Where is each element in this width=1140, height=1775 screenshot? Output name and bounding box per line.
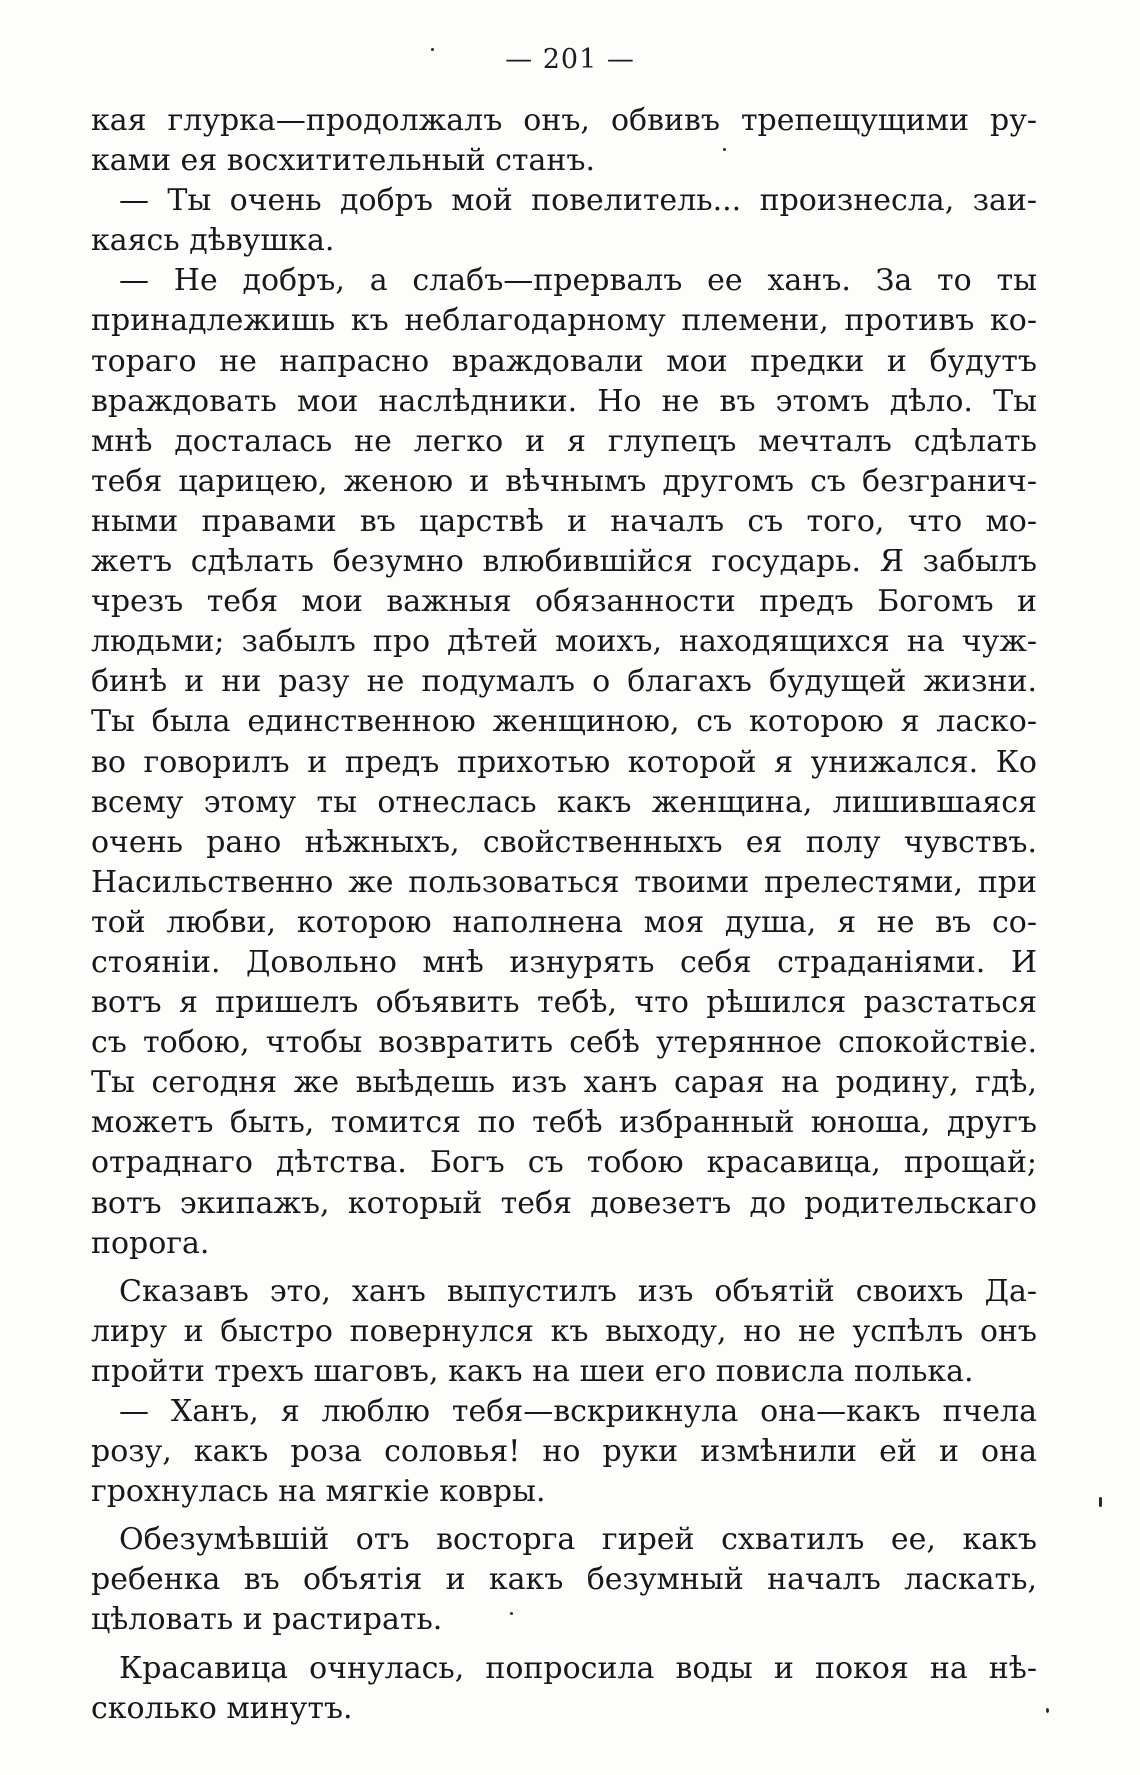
text-line: съ тобою, чтобы возвратить себѣ утерянное спокойствіе. <box>91 1025 1037 1061</box>
text-line: лиру и быстро повернулся къ выходу, но не успѣлъ онъ <box>91 1313 1037 1349</box>
text-line: — Не добръ, а слабъ—прервалъ ее ханъ. За то ты <box>119 263 1037 299</box>
text-line: — Ханъ, я люблю тебя—вскрикнула она—какъ пчела <box>119 1394 1037 1429</box>
text-line: той любви, которою наполнена моя душа, я не въ со- <box>91 904 1037 940</box>
print-speck <box>1046 1708 1049 1713</box>
text-line: Красавица очнулась, попросила воды и покоя на нѣ- <box>119 1650 1037 1686</box>
text-line: розу, какъ роза соловья! но руки измѣнили ей и она <box>91 1434 1037 1470</box>
text-line: вотъ экипажъ, который тебя довезетъ до родительскаго <box>91 1185 1037 1221</box>
text-line: ребенка въ объятія и какъ безумный началъ ласкать, <box>91 1562 1037 1598</box>
text-line: грохнулась на мягкіе ковры. <box>91 1474 546 1510</box>
text-line: ными правами въ царствѣ и началъ съ того, что мо- <box>91 503 1037 539</box>
print-speck <box>431 48 434 51</box>
text-line: принадлежишь къ неблагодарному племени, противъ ко- <box>91 303 1037 339</box>
text-line: Сказавъ это, ханъ выпустилъ изъ объятій своихъ Да- <box>119 1273 1037 1309</box>
text-line: жетъ сдѣлать безумно влюбившійся государь. Я забылъ <box>91 544 1037 580</box>
text-line: Ты была единственною женщиною, съ которою я ласко- <box>91 704 1037 740</box>
body-text <box>91 101 1037 1729</box>
text-line: тебя царицею, женою и вѣчнымъ другомъ съ безгранич- <box>91 463 1037 499</box>
text-line: сколько минутъ. <box>91 1690 353 1726</box>
text-line: цѣловать и растирать. <box>91 1602 443 1638</box>
text-line: пройти трехъ шаговъ, какъ на шеи его повисла полька. <box>91 1353 974 1389</box>
text-line: Насильственно же пользоваться твоими прелестями, при <box>91 864 1037 900</box>
text-line: во говорилъ и предъ прихотью которой я унижался. Ко <box>91 744 1037 780</box>
print-speck <box>510 1612 513 1615</box>
text-line: каясь дѣвушка. <box>91 223 335 259</box>
text-line: можетъ быть, томится по тебѣ избранный юноша, другъ <box>91 1105 1037 1141</box>
text-line: отраднаго дѣтства. Богъ съ тобою красавица, прощай; <box>91 1145 1037 1181</box>
text-line: Обезумѣвшій отъ восторга гирей схватилъ ее, какъ <box>119 1522 1037 1558</box>
text-line: враждовать мои наслѣдники. Но не въ этомъ дѣло. Ты <box>91 383 1037 419</box>
print-speck <box>1099 1497 1102 1507</box>
text-line: бинѣ и ни разу не подумалъ о благахъ будущей жизни. <box>91 664 1037 700</box>
text-line: Ты сегодня же выѣдешь изъ ханъ сарая на родину, гдѣ, <box>91 1065 1037 1101</box>
text-line: кая глурка—продолжалъ онъ, обвивъ трепещущими ру- <box>91 103 1037 138</box>
text-line: мнѣ досталась не легко и я глупецъ мечталъ сдѣлать <box>91 423 1037 459</box>
text-line: ками ея восхитительный станъ. <box>91 143 596 179</box>
print-speck <box>723 148 726 151</box>
text-line: очень рано нѣжныхъ, свойственныхъ ея полу чувствъ. <box>91 824 1037 860</box>
text-line: — Ты очень добръ мой повелитель... произнесла, заи- <box>119 183 1037 219</box>
text-line: вотъ я пришелъ объявить тебѣ, что рѣшился разстаться <box>91 985 1037 1021</box>
text-line: людьми; забылъ про дѣтей моихъ, находящихся на чуж- <box>91 624 1037 660</box>
text-line: всему этому ты отнеслась какъ женщина, лишившаяся <box>91 784 1037 820</box>
text-line: порога. <box>91 1225 210 1261</box>
page-number: — 201 — <box>505 44 635 75</box>
text-line: чрезъ тебя мои важныя обязанности предъ Богомъ и <box>91 584 1037 620</box>
text-line: стояніи. Довольно мнѣ изнурять себя страданіями. И <box>91 944 1037 980</box>
text-line: тораго не напрасно враждовали мои предки и будутъ <box>91 343 1037 379</box>
